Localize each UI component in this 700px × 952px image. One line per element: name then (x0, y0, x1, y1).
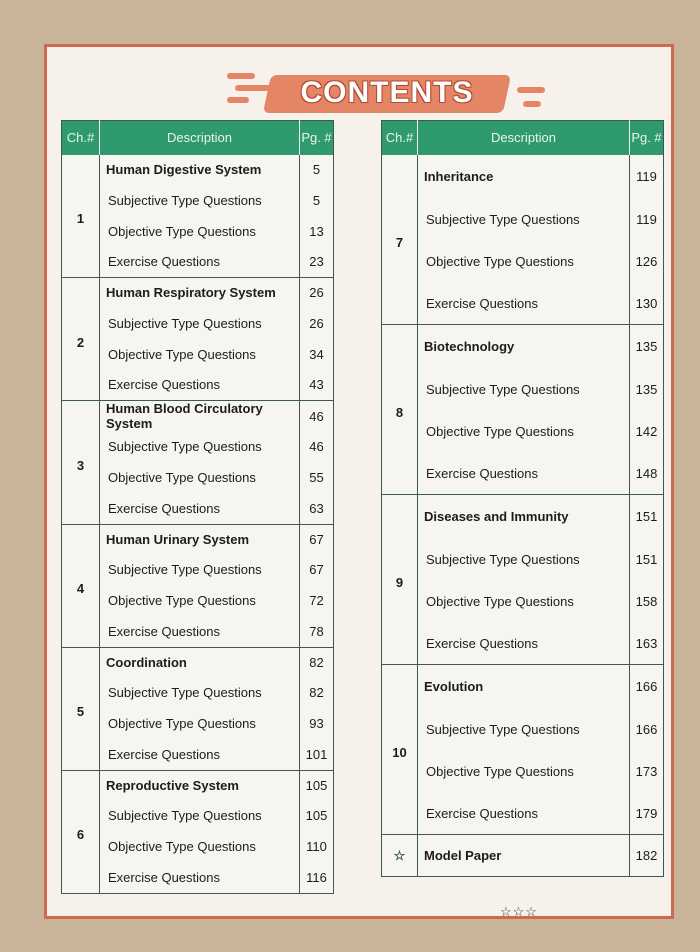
section-label: Exercise Questions (100, 493, 300, 524)
section-page: 82 (309, 685, 324, 700)
section-page: 72 (309, 593, 324, 608)
section-row (382, 411, 664, 453)
chapter-title: Reproductive System (100, 770, 300, 800)
chapter-page: 67 (309, 531, 324, 547)
section-label: Objective Type Questions (100, 216, 300, 247)
section-label: Subjective Type Questions (100, 308, 300, 339)
section-row (62, 462, 334, 493)
chapter-title: Human Digestive System (100, 155, 300, 185)
section-label: Objective Type Questions (418, 751, 630, 793)
section-label: Exercise Questions (100, 616, 300, 647)
section-page: 148 (630, 453, 664, 495)
section-label: Objective Type Questions (418, 411, 630, 453)
decor-dash (523, 101, 541, 107)
chapter-number: 6 (62, 770, 100, 893)
section-row (62, 308, 334, 339)
section-page: 67 (309, 562, 324, 577)
section-row (62, 339, 334, 370)
chapter-page: 166 (635, 679, 658, 695)
section-label: Subjective Type Questions (418, 709, 630, 751)
section-label: Subjective Type Questions (100, 677, 300, 708)
section-label: Objective Type Questions (100, 585, 300, 616)
chapter-title: Biotechnology (418, 325, 630, 369)
section-page: 163 (630, 623, 664, 665)
section-label: Exercise Questions (100, 247, 300, 278)
section-row (62, 185, 334, 216)
decor-dash (227, 73, 255, 79)
chapter-number: 4 (62, 524, 100, 647)
chapter-number: 9 (382, 495, 418, 665)
chapter-page: 26 (309, 285, 324, 301)
section-row (382, 581, 664, 623)
section-row (382, 241, 664, 283)
section-row (62, 247, 334, 278)
section-label: Objective Type Questions (100, 831, 300, 862)
header-description: Description (418, 121, 630, 155)
section-page: 151 (635, 552, 658, 567)
section-row (62, 493, 334, 524)
section-label: Subjective Type Questions (418, 199, 630, 241)
chapter-row (62, 278, 334, 308)
section-page: 63 (300, 493, 334, 524)
header-chapter: Ch.# (62, 121, 100, 155)
chapter-page: 105 (305, 777, 328, 793)
section-row (62, 431, 334, 462)
section-label: Exercise Questions (100, 862, 300, 893)
chapter-number: 8 (382, 325, 418, 495)
section-page: 110 (306, 839, 327, 854)
chapter-title: Human Urinary System (100, 524, 300, 554)
chapter-title: Inheritance (418, 155, 630, 199)
chapter-title: Diseases and Immunity (418, 495, 630, 539)
section-label: Subjective Type Questions (100, 800, 300, 831)
section-row (62, 739, 334, 770)
section-label: Exercise Questions (100, 370, 300, 401)
chapter-row (62, 647, 334, 677)
section-page: 23 (300, 247, 334, 278)
section-page: 105 (305, 808, 328, 823)
chapter-page: 82 (309, 654, 324, 670)
chapter-title: Human Respiratory System (100, 278, 300, 308)
section-row (382, 199, 664, 241)
section-label: Subjective Type Questions (100, 185, 300, 216)
section-row (382, 709, 664, 751)
section-row (62, 370, 334, 401)
section-row (382, 453, 664, 495)
chapter-row (382, 325, 664, 369)
section-label: Subjective Type Questions (418, 369, 630, 411)
section-page: 179 (630, 793, 664, 835)
section-row (62, 862, 334, 893)
section-row (382, 369, 664, 411)
section-label: Objective Type Questions (418, 581, 630, 623)
section-page: 130 (630, 283, 664, 325)
chapter-row (382, 495, 664, 539)
chapter-page: 135 (635, 339, 658, 355)
section-row (62, 585, 334, 616)
section-row (62, 831, 334, 862)
chapter-number: 1 (62, 155, 100, 278)
page-title: CONTENTS (300, 76, 474, 109)
section-row (62, 677, 334, 708)
section-label: Exercise Questions (418, 283, 630, 325)
section-row (62, 616, 334, 647)
section-page: 166 (635, 722, 658, 737)
chapter-page: 119 (636, 169, 657, 184)
chapter-page: 151 (635, 509, 658, 525)
decor-dash (227, 97, 249, 103)
header-chapter: Ch.# (382, 121, 418, 155)
section-row (382, 539, 664, 581)
model-paper-page: 182 (630, 835, 664, 877)
section-page: 43 (300, 370, 334, 401)
chapter-row (62, 401, 334, 432)
section-row (382, 283, 664, 325)
chapter-number: 7 (382, 155, 418, 325)
section-label: Exercise Questions (100, 739, 300, 770)
section-row (62, 216, 334, 247)
header-page: Pg. # (300, 121, 334, 155)
section-page: 93 (309, 716, 324, 731)
section-row (382, 793, 664, 835)
section-label: Objective Type Questions (100, 708, 300, 739)
section-page: 116 (300, 862, 334, 893)
section-row (62, 800, 334, 831)
chapter-number: 2 (62, 278, 100, 401)
section-label: Objective Type Questions (100, 339, 300, 370)
section-label: Exercise Questions (418, 793, 630, 835)
chapter-number: 3 (62, 401, 100, 525)
section-page: 78 (300, 616, 334, 647)
section-label: Exercise Questions (418, 453, 630, 495)
contents-title-banner (227, 69, 547, 117)
section-page: 142 (635, 424, 658, 439)
section-page: 46 (309, 439, 324, 454)
model-paper-row (382, 835, 664, 877)
section-page: 119 (636, 212, 657, 227)
chapter-number: 5 (62, 647, 100, 770)
section-row (62, 708, 334, 739)
chapter-title: Coordination (100, 647, 300, 677)
chapter-row (382, 665, 664, 709)
chapter-row (62, 770, 334, 800)
contents-table-right (381, 120, 664, 877)
section-page: 101 (300, 739, 334, 770)
chapter-number: 10 (382, 665, 418, 835)
section-label: Objective Type Questions (418, 241, 630, 283)
star-icon: ☆ (382, 835, 418, 877)
chapter-row (62, 524, 334, 554)
chapter-row (62, 155, 334, 185)
contents-page (44, 44, 674, 919)
chapter-title: Evolution (418, 665, 630, 709)
model-paper-title: Model Paper (418, 835, 630, 877)
chapter-page: 5 (312, 162, 321, 177)
footer-stars: ☆☆☆ (500, 904, 538, 919)
section-page: 126 (635, 254, 658, 269)
section-label: Exercise Questions (418, 623, 630, 665)
section-label: Subjective Type Questions (418, 539, 630, 581)
section-page: 5 (312, 192, 321, 208)
section-page: 135 (635, 382, 658, 397)
chapter-page: 46 (309, 408, 324, 424)
section-page: 34 (309, 346, 324, 362)
header-page: Pg. # (630, 121, 664, 155)
section-row (382, 623, 664, 665)
section-page: 13 (309, 223, 324, 239)
section-label: Subjective Type Questions (100, 431, 300, 462)
contents-table-left (61, 120, 334, 894)
chapter-title: Human Blood Circulatory System (100, 401, 300, 432)
header-description: Description (100, 121, 300, 155)
section-row (62, 554, 334, 585)
section-page: 158 (635, 594, 658, 609)
section-page: 173 (635, 764, 658, 779)
section-page: 55 (309, 470, 324, 485)
section-page: 26 (309, 315, 324, 331)
section-row (382, 751, 664, 793)
decor-dash (517, 87, 545, 93)
section-label: Objective Type Questions (100, 462, 300, 493)
chapter-row (382, 155, 664, 199)
section-label: Subjective Type Questions (100, 554, 300, 585)
